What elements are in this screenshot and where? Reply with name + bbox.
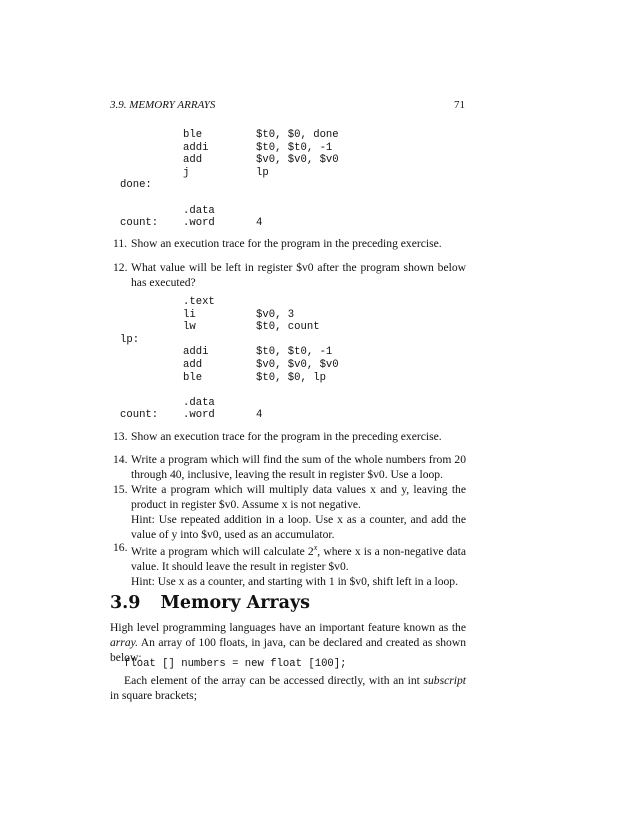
code-operands: $t0, $0, done	[256, 129, 339, 141]
closing-paragraph	[110, 673, 466, 703]
term-subscript: subscript	[423, 674, 466, 687]
code-opcode: .text	[183, 296, 215, 308]
exercise-text-main: Write a program which will multiply data values x and y, leaving the product in register $v0. Assume x is not negative.	[131, 483, 466, 511]
exercise-text: Show an execution trace for the program in the preceding exercise.	[131, 237, 442, 250]
exercise-number: 11.	[113, 237, 128, 250]
code-opcode: add	[183, 154, 203, 167]
exercise-13	[113, 429, 466, 444]
section-heading	[110, 593, 310, 613]
code-label: count:	[120, 217, 159, 230]
exercise-number: 15.	[113, 483, 128, 496]
exercise-number: 12.	[113, 261, 128, 274]
code-label: done:	[120, 179, 152, 192]
exercise-text-a: Write a program which will calculate 2	[131, 544, 314, 558]
code-operands: 4	[256, 217, 263, 230]
intro-text: High level programming languages have an important feature known as the	[110, 621, 466, 634]
code-label: lp:	[120, 333, 140, 346]
exercise-text	[131, 540, 466, 589]
code-label: count:	[120, 409, 159, 422]
exercise-hint: Hint: Use repeated addition in a loop. Use x as a counter, and add the value of y into $v0, used as an accumulator.	[131, 513, 466, 541]
exercise-number: 14.	[113, 453, 128, 466]
code-opcode: li	[183, 308, 196, 321]
exercise-text-b: , where x is a non-negative data value. It should leave the result in register $v0.	[131, 544, 466, 573]
closing-text-cont: in square brackets;	[110, 689, 197, 702]
intro-text-cont: An array of 100 floats, in java, can be declared and created as shown below:	[110, 636, 466, 664]
running-head-section: 3.9. MEMORY ARRAYS	[110, 99, 216, 111]
term-array: array.	[110, 636, 139, 649]
code-operands: $v0, 3	[256, 308, 295, 321]
code-operands: $t0, $t0, -1	[256, 346, 333, 359]
code-opcode: addi	[183, 141, 209, 154]
exercise-12	[113, 260, 466, 290]
page-number: 71	[454, 99, 465, 111]
exercise-text: What value will be left in register $v0 after the program shown below has executed?	[131, 261, 466, 289]
code-opcode: ble	[183, 129, 203, 141]
section-number: 3.9	[110, 593, 141, 613]
exercise-14	[113, 452, 466, 482]
exercise-15	[113, 482, 466, 542]
exercise-number: 13.	[113, 430, 128, 443]
exercise-text: Write a program which will find the sum of the whole numbers from 20 through 40, inclusive, leaving the result in register $v0. Use a loop.	[131, 453, 466, 481]
code-operands: $t0, $t0, -1	[256, 141, 333, 154]
code-opcode: addi	[183, 346, 209, 359]
code-opcode: .word	[183, 409, 215, 422]
code-opcode: ble	[183, 371, 203, 384]
code-operands: lp	[256, 166, 269, 179]
code-example: float [] numbers = new float [100];	[124, 658, 347, 670]
code-operands: $v0, $v0, $v0	[256, 154, 339, 167]
exercise-number: 16.	[113, 541, 128, 554]
code-operands: $t0, count	[256, 321, 320, 334]
closing-text: Each element of the array can be accessed directly, with an int	[124, 674, 424, 687]
code-opcode: .word	[183, 217, 215, 230]
code-opcode: j	[183, 166, 190, 179]
code-opcode: add	[183, 358, 203, 371]
section-title: Memory Arrays	[160, 593, 311, 613]
code-operands: $v0, $v0, $v0	[256, 358, 339, 371]
exercise-11	[113, 236, 466, 251]
exponent: x	[313, 543, 318, 552]
code-opcode: lw	[183, 321, 196, 334]
running-head	[110, 98, 465, 113]
exercise-hint: Hint: Use x as a counter, and starting with 1 in $v0, shift left in a loop.	[131, 574, 459, 588]
exercise-text	[131, 482, 466, 542]
exercise-text: Show an execution trace for the program in the preceding exercise.	[131, 430, 442, 443]
code-operands: 4	[256, 409, 263, 422]
code-opcode: .data	[183, 204, 215, 217]
code-opcode: .data	[183, 396, 215, 409]
code-operands: $t0, $0, lp	[256, 371, 326, 384]
exercise-16	[113, 540, 466, 589]
